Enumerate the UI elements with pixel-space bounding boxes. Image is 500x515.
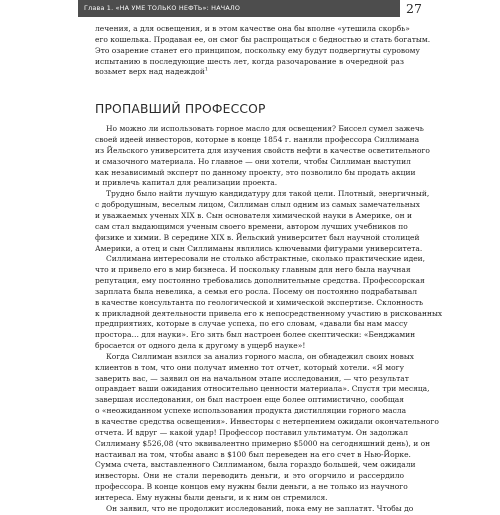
paragraph-line: Когда Силлиман взялся за анализ горного масла, он обнадежил своих новых: [106, 351, 415, 361]
paragraph-line: в качестве средства освещения». Инвесторы с нетерпением ожидали окончательного: [95, 417, 439, 426]
paragraph-line: из Йельского университета для изучения свойств нефти в качестве осветительного: [95, 145, 430, 155]
paragraph-line: о «неожиданном успехе использования продукта дистилляции горного масла: [95, 406, 407, 416]
paragraph-line: лечения, а для освещения, и в этом качестве она бы вполне «утешила скорбь»: [95, 24, 410, 33]
paragraph-line: Трудно было найти лучшую кандидатуру для такой цели. Плотный, энергичный,: [106, 189, 430, 199]
paragraph-line: зарплата была невелика, а семья его росла. Посему он постоянно подрабатывал: [95, 286, 418, 296]
paragraph-line: сам стал выдающимся ученым своего времени, автором лучших учебников по: [95, 221, 408, 231]
chapter-header-bar: [78, 0, 400, 17]
paragraph-line: испытанию в последующие шесть лет, когда разочарование в очередной раз: [95, 56, 404, 66]
paragraph-line: Это озарение станет его принципом, поскольку ему будут подвергнуты суровому: [95, 45, 420, 55]
paragraph-line: настаивал на том, чтобы аванс в $100 был переведен на его счет в Нью-Йорке.: [95, 449, 411, 459]
paragraph-line: Силлимана интересовали не столько абстрактные, сколько практические идеи,: [106, 254, 426, 264]
paragraph-line: Америки, а отец и сын Силлиманы являлись ключевыми фигурами университета.: [95, 243, 423, 253]
paragraph-line: Сумма счета, выставленного Силлиманом, была гораздо большей, чем ожидали: [95, 460, 416, 470]
paragraph-line: предприятиях, которые в случае успеха, по его словам, «давали бы нам массу: [95, 319, 408, 329]
paragraph-line: к прикладной деятельности привела его к непосредственному участию в рискованных: [95, 308, 443, 318]
paragraph-line: заверить вас, — заявил он на начальном этапе исследования, — что результат: [95, 373, 409, 383]
paragraph-line: интереса. Ему нужны были деньги, и к ним он стремился.: [95, 492, 328, 502]
paragraph-line: [95, 67, 404, 78]
paragraph-line: Он заявил, что не продолжит исследований, пока ему не заплатят. Чтобы до: [106, 503, 414, 513]
paragraph-line: с добродушным, веселым лицом, Силлиман слыл одним из самых замечательных: [95, 200, 420, 210]
paragraph-line: клиентов в том, что они получат именно тот отчет, который хотели. «Я могу: [95, 362, 404, 372]
footnote-reference[interactable]: 1: [204, 66, 209, 73]
paragraph-line: репутация, ему постоянно требовались дополнительные средства. Профессорская: [95, 276, 425, 286]
paragraph-line: отчета. И вдруг — какой удар! Профессор поставил ультиматум. Он задолжал: [95, 427, 409, 437]
page-content: [95, 24, 443, 515]
paragraph-line: оправдает ваши ожидания относительно ценности материала». Спустя три месяца,: [95, 384, 430, 394]
paragraph-line: Но можно ли использовать горное масло для освещения? Биссел сумел зажечь: [106, 124, 424, 134]
paragraph-line: Силлиману $526,08 (что эквивалентно примерно $5000 на сегодняшний день), и он: [95, 438, 431, 448]
section-title: ПРОПАВШИЙ ПРОФЕССОР: [95, 102, 266, 117]
paragraph-line: инвесторы. Они не стали переводить деньги, и это огорчило и рассердило: [95, 471, 404, 481]
paragraph-line: физике и химии. В середине XIX в. Йельский университет был научной столицей: [95, 232, 420, 242]
paragraph-line: бросается от одного дела к другому в ущерб науке»!: [95, 341, 306, 351]
paragraph-line: как независимый эксперт по данному проекту, это позволило бы продать акции: [95, 167, 416, 177]
paragraph-line: завершая исследования, он был настроен еще более оптимистично, сообщая: [95, 395, 404, 405]
paragraph-line: его кошелька. Продавая ее, он смог бы распрощаться с бедностью и стать богатым.: [95, 34, 431, 44]
paragraph-line: профессора. В конце концов ему нужны были деньги, а не только из научного: [95, 482, 408, 492]
paragraph-line-text: возьмет верх над надеждой: [95, 67, 205, 77]
paragraph-line: и уважаемых ученых XIX в. Сын основателя химической науки в Америке, он и: [95, 210, 412, 220]
chapter-title: Глава 1. «НА УМЕ ТОЛЬКО НЕФТЬ»: НАЧАЛО: [84, 4, 241, 12]
page-number: 27: [406, 1, 422, 16]
paragraph-line: простора… для науки». Его зять был настроен более скептически: «Бенджамин: [95, 330, 416, 340]
paragraph-line: и привлечь капитал для реализации проекта.: [95, 178, 278, 188]
paragraph-line: и смазочного материала. Но главное — они хотели, чтобы Силлиман выступил: [95, 156, 411, 166]
paragraph-line: в качестве консультанта по геологической и химической экспертизе. Склонность: [95, 297, 424, 307]
paragraph-line: что и привело его в мир бизнеса. И поскольку главным для него была научная: [95, 265, 411, 275]
paragraph-line: своей идеей инвесторов, которые в конце 1854 г. наняли профессора Силлимана: [95, 135, 420, 145]
